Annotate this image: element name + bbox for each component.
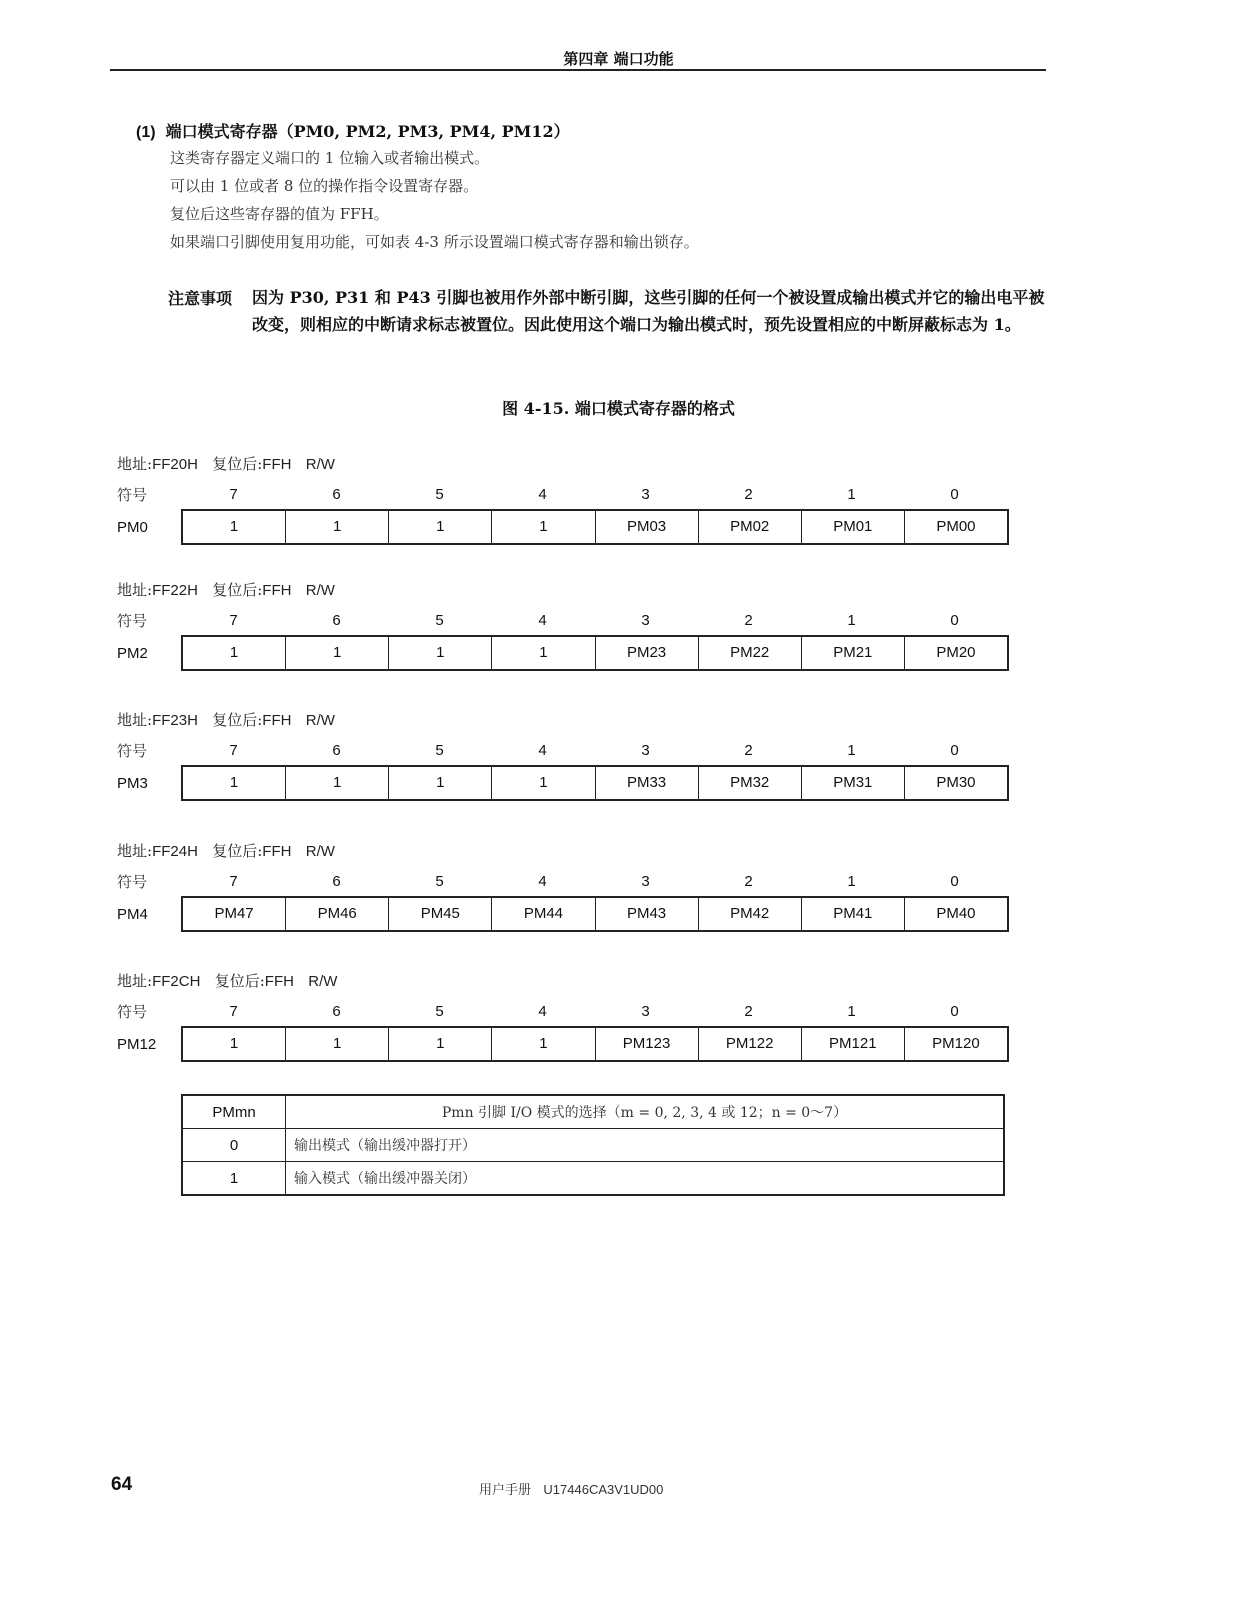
bit-cell: 1 xyxy=(492,511,595,543)
address-value: FF2CH xyxy=(152,973,201,990)
chapter-header: 第四章 端口功能 xyxy=(563,50,674,68)
body-line-4: 如果端口引脚使用复用功能，可如表 4-3 所示设置端口模式寄存器和输出锁存。 xyxy=(170,233,699,251)
bit-cell: PM21 xyxy=(802,637,905,669)
register-name: PM3 xyxy=(117,775,148,792)
manual-label: 用户手册 xyxy=(479,1483,532,1498)
bit-number: 2 xyxy=(744,742,753,759)
symbol-label: 符号 xyxy=(117,873,148,891)
bit-number: 1 xyxy=(847,873,856,890)
table-cell: 输入模式（输出缓冲器关闭） xyxy=(286,1162,1005,1196)
address-value: FF22H xyxy=(152,582,198,599)
table-cell: 1 xyxy=(182,1162,286,1196)
io-mode-selection-table xyxy=(181,1094,1005,1196)
bit-cell: PM03 xyxy=(596,511,699,543)
bit-number: 3 xyxy=(641,873,650,890)
bit-number: 2 xyxy=(744,873,753,890)
address-label: 地址: xyxy=(117,972,153,990)
bit-number: 2 xyxy=(744,1003,753,1020)
bit-number: 5 xyxy=(435,873,444,890)
caution-label: 注意事项 xyxy=(168,289,233,308)
bit-cell: PM23 xyxy=(596,637,699,669)
bit-cell: PM42 xyxy=(699,898,802,930)
reset-value: FFH xyxy=(262,712,292,729)
bit-cell: PM01 xyxy=(802,511,905,543)
bit-cell: 1 xyxy=(389,511,492,543)
table-header-row xyxy=(182,1095,1004,1129)
table-cell: 输出模式（输出缓冲器打开） xyxy=(286,1129,1005,1162)
bit-numbers xyxy=(182,742,1006,762)
bit-number: 0 xyxy=(950,873,959,890)
address-label: 地址: xyxy=(117,711,153,729)
bit-cell: PM33 xyxy=(596,767,699,799)
reset-value: FFH xyxy=(264,973,294,990)
symbol-label: 符号 xyxy=(117,612,148,630)
table-header-cell: Pmn 引脚 I/O 模式的选择（m = 0, 2, 3, 4 或 12；n = 0～7） xyxy=(286,1095,1005,1129)
table-cell: 0 xyxy=(182,1129,286,1162)
reset-label: 复位后: xyxy=(212,455,263,473)
bit-number: 2 xyxy=(744,612,753,629)
rw-value: R/W xyxy=(305,456,335,473)
bit-number: 2 xyxy=(744,486,753,503)
symbol-label: 符号 xyxy=(117,486,148,504)
register-block-pm2 xyxy=(117,579,1017,699)
register-bit-cells xyxy=(181,1026,1009,1062)
address-label: 地址: xyxy=(117,455,153,473)
bit-cell: PM02 xyxy=(699,511,802,543)
address-value: FF24H xyxy=(152,843,198,860)
bit-number: 7 xyxy=(229,742,238,759)
bit-number: 3 xyxy=(641,486,650,503)
register-bit-cells xyxy=(181,635,1009,671)
bit-number: 3 xyxy=(641,612,650,629)
reset-label: 复位后: xyxy=(214,972,265,990)
bit-number: 7 xyxy=(229,486,238,503)
register-name: PM12 xyxy=(117,1036,157,1053)
bit-number: 4 xyxy=(538,486,547,503)
bit-number: 4 xyxy=(538,612,547,629)
bit-cell: PM46 xyxy=(286,898,389,930)
bit-cell: 1 xyxy=(492,1028,595,1060)
section-title-text: 端口模式寄存器（PM0, PM2, PM3, PM4, PM12） xyxy=(165,122,570,141)
bit-number: 0 xyxy=(950,486,959,503)
bit-number: 6 xyxy=(332,612,341,629)
bit-cell: 1 xyxy=(183,767,286,799)
register-name: PM0 xyxy=(117,519,148,536)
register-name: PM4 xyxy=(117,906,148,923)
register-name: PM2 xyxy=(117,645,148,662)
register-block-pm3 xyxy=(117,709,1017,829)
register-block-pm4 xyxy=(117,840,1017,960)
reset-label: 复位后: xyxy=(212,711,263,729)
figure-title: 图 4-15. 端口模式寄存器的格式 xyxy=(502,399,735,418)
bit-number: 4 xyxy=(538,1003,547,1020)
bit-cell: 1 xyxy=(389,637,492,669)
bit-cell: PM123 xyxy=(596,1028,699,1060)
section-title xyxy=(136,119,570,142)
rw-value: R/W xyxy=(305,712,335,729)
bit-cell: PM40 xyxy=(936,905,976,922)
bit-number: 7 xyxy=(229,1003,238,1020)
bit-cell: PM120 xyxy=(932,1035,980,1052)
register-bit-cells xyxy=(181,765,1009,801)
reset-value: FFH xyxy=(262,843,292,860)
bit-cell: PM122 xyxy=(699,1028,802,1060)
bit-number: 5 xyxy=(435,486,444,503)
bit-cell: 1 xyxy=(389,1028,492,1060)
address-label: 地址: xyxy=(117,581,153,599)
bit-cell: PM43 xyxy=(596,898,699,930)
body-line-2: 可以由 1 位或者 8 位的操作指令设置寄存器。 xyxy=(170,177,479,195)
register-address-line xyxy=(117,970,337,991)
bit-number: 6 xyxy=(332,1003,341,1020)
bit-cell: 1 xyxy=(286,637,389,669)
bit-number: 5 xyxy=(435,1003,444,1020)
table-row xyxy=(182,1162,1004,1196)
rw-value: R/W xyxy=(308,973,338,990)
table-header-cell: PMmn xyxy=(182,1095,286,1129)
bit-number: 6 xyxy=(332,742,341,759)
page-number: 64 xyxy=(111,1474,133,1495)
register-address-line xyxy=(117,709,335,730)
bit-cell: 1 xyxy=(183,511,286,543)
bit-cell: 1 xyxy=(286,767,389,799)
symbol-label: 符号 xyxy=(117,1003,148,1021)
bit-number: 1 xyxy=(847,742,856,759)
bit-number: 1 xyxy=(847,612,856,629)
bit-number: 4 xyxy=(538,873,547,890)
address-value: FF20H xyxy=(152,456,198,473)
bit-number: 7 xyxy=(229,612,238,629)
bit-number: 6 xyxy=(332,486,341,503)
register-address-line xyxy=(117,453,335,474)
bit-cell: PM31 xyxy=(802,767,905,799)
body-line-3: 复位后这些寄存器的值为 FFH。 xyxy=(170,205,389,223)
bit-number: 0 xyxy=(950,742,959,759)
rw-value: R/W xyxy=(305,582,335,599)
bit-cell: 1 xyxy=(286,1028,389,1060)
register-bit-cells xyxy=(181,509,1009,545)
bit-cell: 1 xyxy=(183,1028,286,1060)
register-bit-cells xyxy=(181,896,1009,932)
bit-number: 1 xyxy=(847,1003,856,1020)
bit-cell: PM20 xyxy=(936,644,976,661)
bit-number: 5 xyxy=(435,612,444,629)
bit-number: 3 xyxy=(641,742,650,759)
bit-cell: 1 xyxy=(286,511,389,543)
body-line-1: 这类寄存器定义端口的 1 位输入或者输出模式。 xyxy=(170,149,490,167)
bit-number: 0 xyxy=(950,1003,959,1020)
bit-numbers xyxy=(182,873,1006,893)
rw-value: R/W xyxy=(305,843,335,860)
header-rule xyxy=(110,69,1046,71)
table-row xyxy=(182,1129,1004,1162)
section-number: (1) xyxy=(136,124,156,141)
bit-cell: PM45 xyxy=(389,898,492,930)
bit-number: 6 xyxy=(332,873,341,890)
bit-cell: PM32 xyxy=(699,767,802,799)
footer-doc-info xyxy=(479,1479,663,1498)
bit-numbers xyxy=(182,486,1006,506)
bit-cell: PM22 xyxy=(699,637,802,669)
reset-value: FFH xyxy=(262,582,292,599)
bit-cell: 1 xyxy=(389,767,492,799)
address-value: FF23H xyxy=(152,712,198,729)
bit-cell: 1 xyxy=(183,637,286,669)
doc-code: U17446CA3V1UD00 xyxy=(543,1482,664,1497)
bit-cell: PM00 xyxy=(936,518,976,535)
register-block-pm12 xyxy=(117,970,1017,1090)
bit-number: 4 xyxy=(538,742,547,759)
bit-cell: 1 xyxy=(492,767,595,799)
bit-number: 0 xyxy=(950,612,959,629)
bit-cell: PM47 xyxy=(183,898,286,930)
caution-text: 因为 P30, P31 和 P43 引脚也被用作外部中断引脚，这些引脚的任何一个被设置成输出模式并它的输出电平被改变，则相应的中断请求标志被置位。因此使用这个端口为输出模式时，预先设置相应的中断屏蔽标志为 1。 xyxy=(252,288,1045,334)
register-address-line xyxy=(117,579,335,600)
reset-label: 复位后: xyxy=(212,581,263,599)
bit-numbers xyxy=(182,612,1006,632)
bit-cell: PM41 xyxy=(802,898,905,930)
bit-number: 7 xyxy=(229,873,238,890)
symbol-label: 符号 xyxy=(117,742,148,760)
bit-numbers xyxy=(182,1003,1006,1023)
bit-cell: PM30 xyxy=(936,774,976,791)
reset-label: 复位后: xyxy=(212,842,263,860)
bit-number: 3 xyxy=(641,1003,650,1020)
bit-cell: PM121 xyxy=(802,1028,905,1060)
reset-value: FFH xyxy=(262,456,292,473)
bit-number: 5 xyxy=(435,742,444,759)
bit-number: 1 xyxy=(847,486,856,503)
register-block-pm0 xyxy=(117,453,1017,573)
bit-cell: 1 xyxy=(492,637,595,669)
register-address-line xyxy=(117,840,335,861)
bit-cell: PM44 xyxy=(492,898,595,930)
address-label: 地址: xyxy=(117,842,153,860)
